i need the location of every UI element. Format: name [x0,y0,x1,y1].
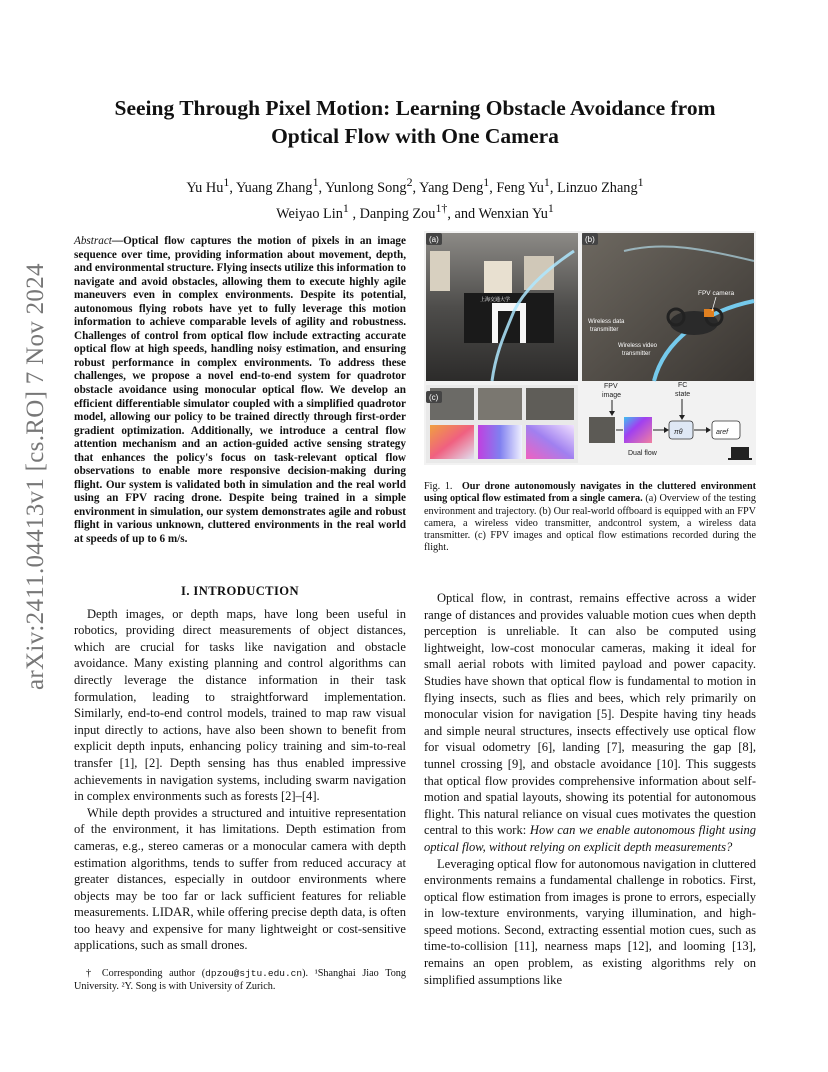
fc-state-label: FC [678,382,688,389]
fpv-image-label: FPV [604,383,618,390]
svg-text:transmitter: transmitter [590,327,619,333]
wireless-data-label: Wireless data [588,319,625,325]
panel-b [582,233,754,381]
svg-text:上海交通大学: 上海交通大学 [480,297,511,303]
author: Feng Yu$^1$ [496,175,550,196]
fpv-camera-label: FPV camera [698,290,735,297]
footnote: † Corresponding author (dpzou@sjtu.edu.cn). ¹Shanghai Jiao Tong University. ²Y. Song is with University of Zurich. [74,968,406,992]
panel-c [426,385,578,463]
abstract [74,235,406,547]
figure-1 [424,231,756,465]
caption-body: (a) Overview of the testing environment and trajectory. (b) Our real-world offboard is equipped with an FPV camera, a wireless video transmitter, andcontrol system, a wireless data transmitter. (c) FPV images and optical flow estimations recorded during the flight. [424,493,756,554]
author: Yunlong Song$^2$ [325,175,413,196]
author: Yang Deng$^1$ [419,175,490,196]
svg-text:state: state [675,391,691,398]
abstract-text: —Optical flow captures the motion of pixels in an image sequence over time, providing information about movement, depth, and environmental structure. Flying insects utilize this information to navigate and avoid obstacles, allowing them to execute highly agile maneuvers even in complex environments. Despite its potential, autonomous flying robots have yet to fully leverage this motion information to achieve comparable levels of agility and robustness. Challenges of control from optical flow include extracting accurate optical flow at high speeds, handling noisy estimation, and ensuring robust performance in complex environments. To address these challenges, we propose a novel end-to-end system for quadrotor obstacle avoidance using monocular optical flow. We develop an efficient differentiable simulator coupled with a simplified quadrotor model, allowing our policy to be trained directly through first-order gradient optimization. Additionally, we introduce a central flow attention mechanism and an action-guided active sensing strategy that enhances the policy's focus on task-relevant optical flow observations to enable more responsive decision-making during flight. Our system is validated both in simulation and the real world using an FPV racing drone. Despite being trained in a simple environment in simulation, our system demonstrates agile and robust flight in various unknown, cluttered environments in the real world at speeds of up to 6 m/s. [74,235,406,546]
caption-bold: Our drone autonomously navigates in the cluttered environment using optical flow estimated from a single camera. [424,481,756,505]
action-reference-symbol: aref [716,429,729,436]
policy-symbol: πθ [674,429,683,436]
author: Weiyao Lin$^1$ [276,200,349,222]
section-heading: I. INTRODUCTION [181,584,299,598]
right-column-text [424,590,756,988]
wireless-video-label: Wireless video [618,343,658,349]
right-paragraph-2: Leveraging optical flow for autonomous navigation in cluttered environments remains a fundamental challenge in robotics. First, optical flow estimation from images is prone to errors, especially in low-texture environments, varying illumination, and high-speed motions. Second, extracting essential motion cues, such as time-to-collision [11], nearness maps [12], and looming [13], remains an open problem, as existing algorithms rely on simplified assumptions like [424,856,756,987]
panel-a-label: (a) [429,235,439,244]
title-line-1: Seeing Through Pixel Motion: Learning Obstacle Avoidance from [114,96,716,120]
figure-1-graphic [424,231,756,465]
caption-label: Fig. 1. [424,481,453,492]
intro-paragraph-2: While depth provides a structured and intuitive representation of the environment, it has limitations. Depth estimation from cameras, e.g., stereo cameras or a monocular camera with depth estimation algorithms, tends to suffer from reduced accuracy at greater distances, especially in outdoor environments where objects may be too far or lack sufficient features for reliable measurements. LIDAR, while offering precise depth data, is often too heavy and expensive for many lightweight or cost-sensitive applications, such as small drones. [74,805,406,953]
author: Yu Hu$^1$ [186,175,230,196]
author-list: Yu Hu$^1$, Yuang Zhang$^1$, Yunlong Song$^2$, Yang Deng$^1$, Feng Yu$^1$, Linzuo Zhang$^1$ Weiyao Lin$^1$ , Danping Zou$^{1\dagger}$, and Wenxian Yu$^1$ [186,175,644,222]
author: Linzuo Zhang$^1$ [557,175,644,196]
author: Danping Zou$^{1\dagger}$ [359,200,448,222]
arxiv-identifier: arXiv:2411.04413v1 [cs.RO] 7 Nov 2024 [22,263,49,690]
dual-flow-label: Dual flow [628,450,657,457]
panel-c-label: (c) [429,393,439,402]
introduction-section [74,583,406,954]
footnote-email: dpzou@sjtu.edu.cn [205,968,303,979]
svg-text:image: image [602,392,622,399]
right-paragraph-1: Optical flow, in contrast, remains effective across a wider range of distances and provides valuable motion cues when depth perception is unreliable. It can also be computed using lightweight, low-cost monocular cameras, making it ideal for small aerial robots with limited payload and power capacity. Studies have shown that optical flow is fundamental to motion in flying insects, such as flies and bees, which rely primarily on monocular vision for navigation [5]. Despite having tiny heads and simple neural structures, insects effectively use optical flow for visual odometry [6], landing [7], measuring the gap [8], tunnel crossing [9], and obstacle avoidance [10]. This suggests that optical flow provides comprehensive information about self-motion and spatial layouts, showing its potential for autonomous flight. This natural reliance on visual cues motivates the question central to this work: How can we enable autonomous flight using optical flow, without relying on explicit depth measurements? [424,591,757,854]
title-line-2: Optical Flow with One Camera [271,124,559,148]
research-question: How can we enable autonomous flight using optical flow, without relying on explicit depth measurements? [424,823,757,854]
svg-text:transmitter: transmitter [622,351,651,357]
panel-b-label: (b) [585,235,595,244]
paper-title [70,94,760,150]
intro-paragraph-1: Depth images, or depth maps, have long been useful in robotics, providing direct measurements of object distances, which are crucial for tasks like navigation and obstacle avoidance. Many existing planning and control algorithms can directly leverage the distance information in their task formulation, leading to straightforward implementation. Similarly, end-to-end control models, trained to map raw visual input directly to actions, have also been shown to benefit from explicit depth inputs, enhancing policy training and sim-to-real transfer [1], [2]. Depth sensing has thus enabled impressive achievements in navigation systems, including swarm navigation in complex environments such as forests [2]–[4]. [74,606,406,804]
figure-caption [424,481,756,555]
panel-a [426,233,578,381]
author: Yuang Zhang$^1$ [235,175,319,196]
author: Wenxian Yu$^1$ [478,200,554,222]
abstract-lead: Abstract [74,235,112,247]
